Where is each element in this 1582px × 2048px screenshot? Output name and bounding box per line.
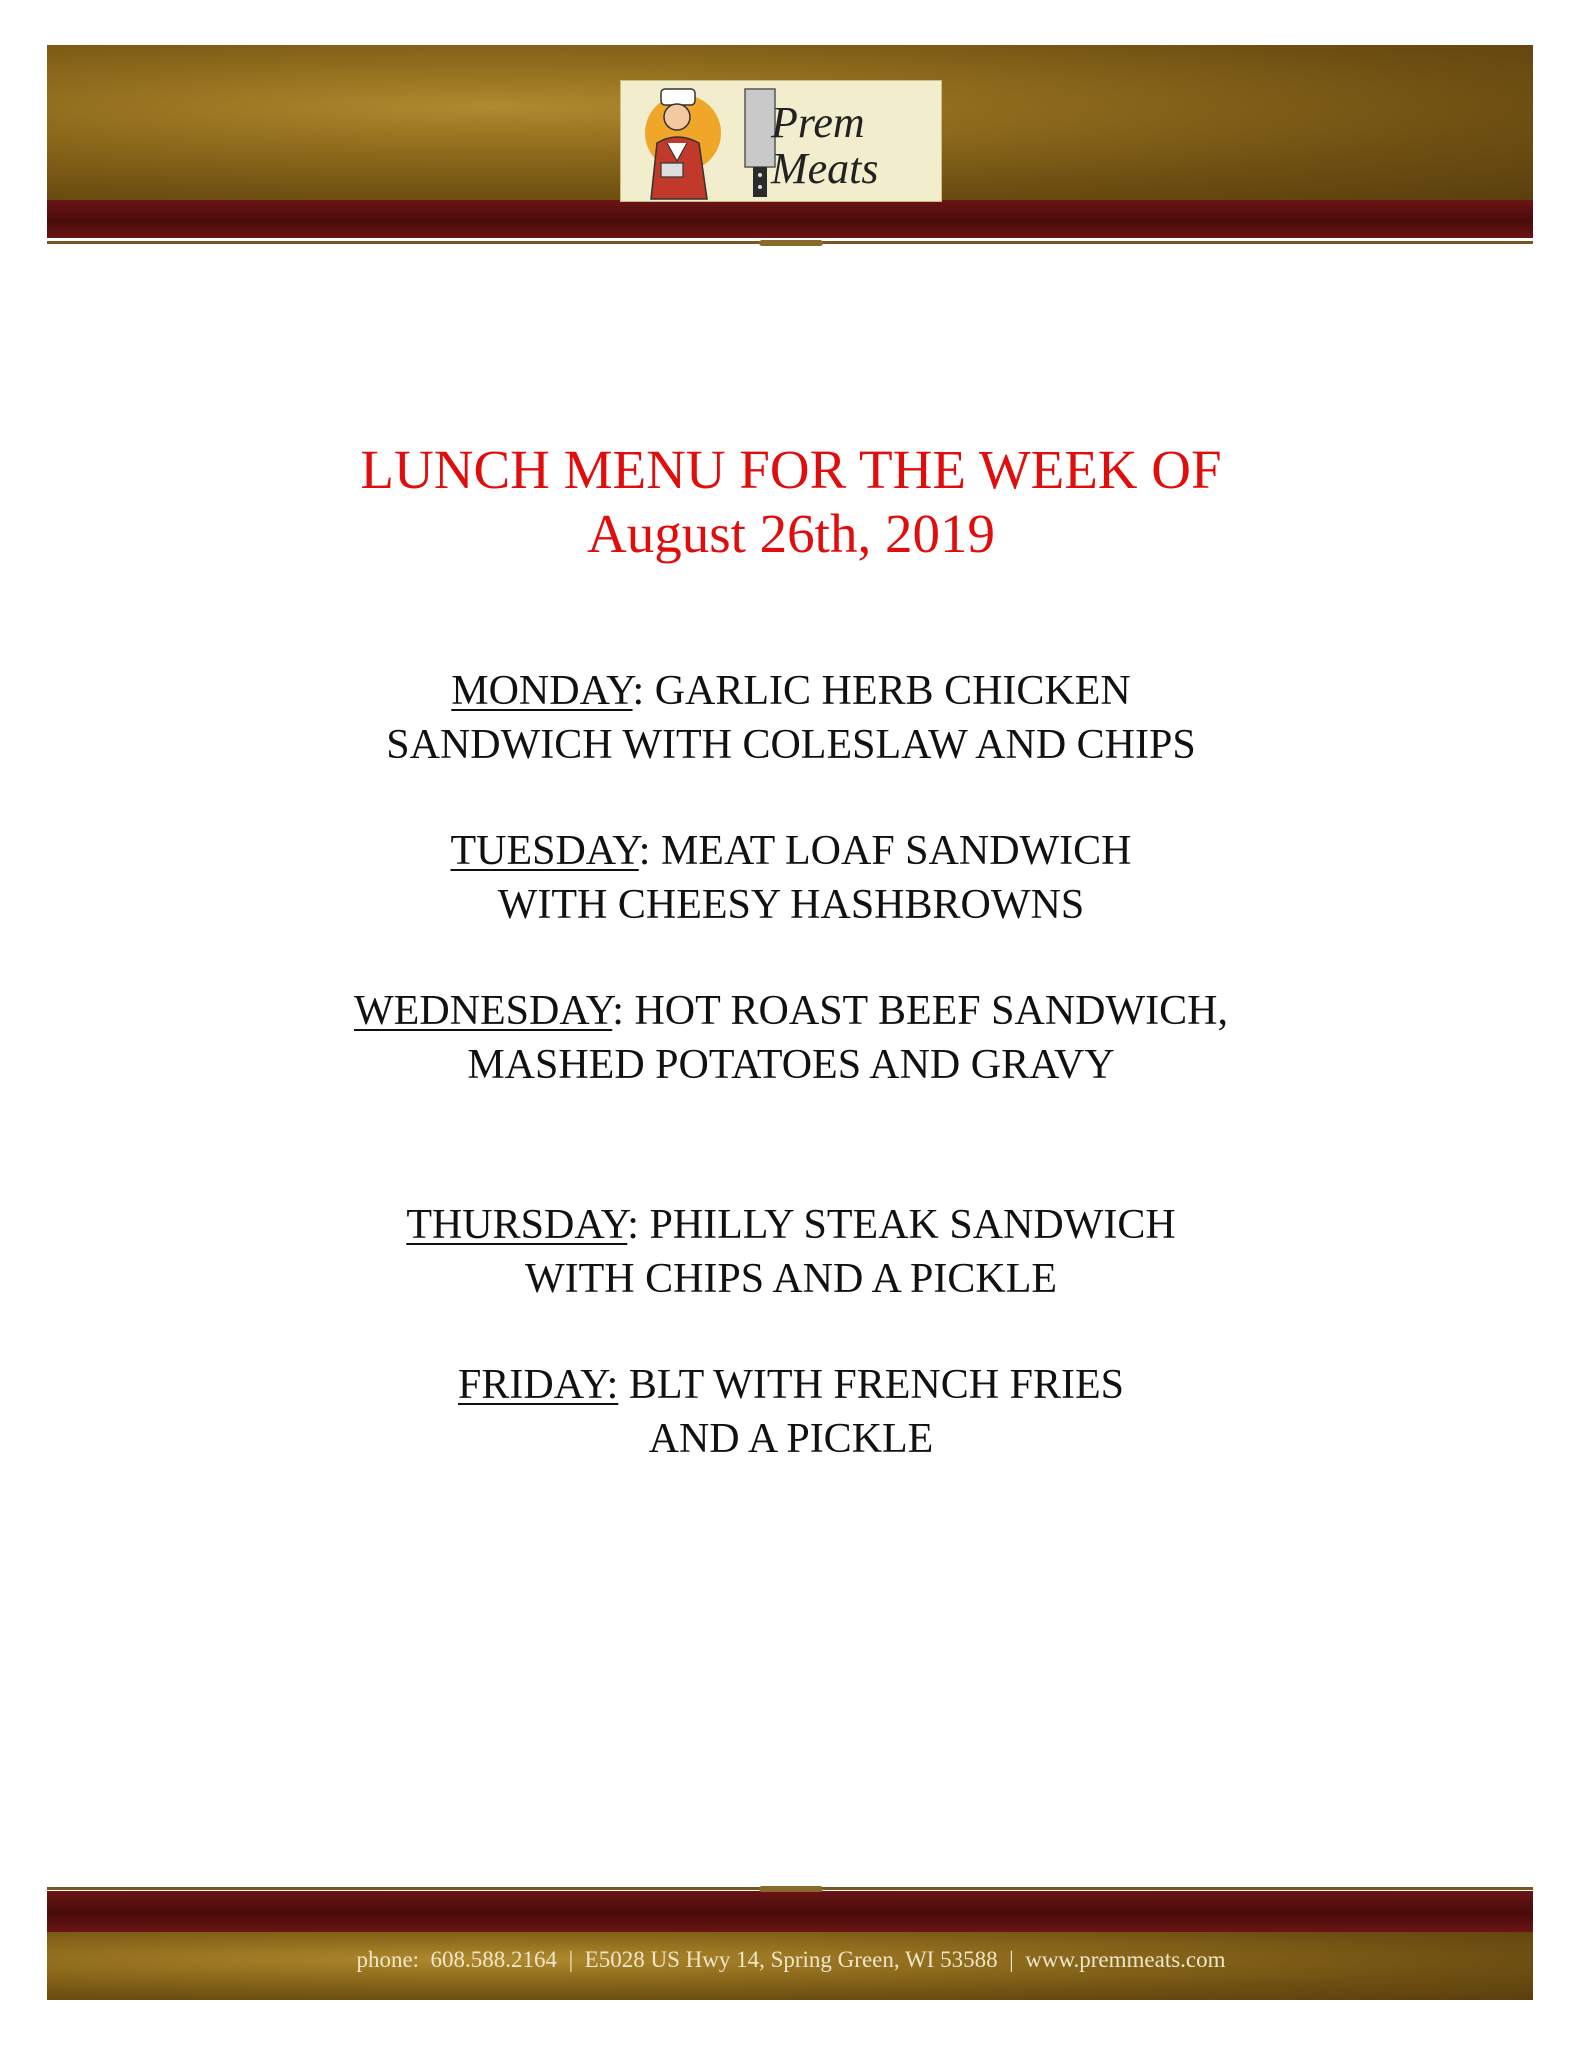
- menu-item-wednesday: [0, 984, 1582, 1092]
- butcher-with-cleaver-icon: [621, 81, 941, 201]
- menu-item-monday: [0, 664, 1582, 772]
- day-label: WEDNESDAY: [354, 988, 613, 1034]
- day-separator: :: [612, 988, 635, 1034]
- title-date: August 26th, 2019: [587, 503, 995, 564]
- footer-stripe: [47, 1891, 1533, 1932]
- logo-prem-text: Prem: [771, 98, 865, 147]
- dish-line-1: BLT WITH FRENCH FRIES: [628, 1362, 1124, 1408]
- menu-item-tuesday: [0, 824, 1582, 932]
- dish-line-2: SANDWICH WITH COLESLAW AND CHIPS: [386, 722, 1196, 768]
- footer-ornament: [759, 1886, 823, 1892]
- dish-line-1: PHILLY STEAK SANDWICH: [649, 1202, 1176, 1248]
- footer-phone: phone: 608.588.2164: [356, 1947, 558, 1972]
- dish-line-1: HOT ROAST BEEF SANDWICH,: [634, 988, 1228, 1034]
- dish-line-2: WITH CHIPS AND A PICKLE: [524, 1256, 1058, 1302]
- footer-divider: |: [557, 1947, 585, 1972]
- day-separator: :: [627, 1202, 650, 1248]
- title-line-1: LUNCH MENU FOR THE WEEK OF: [360, 439, 1222, 500]
- day-separator: :: [638, 828, 661, 874]
- day-label: MONDAY: [451, 668, 633, 714]
- dish-line-2: MASHED POTATOES AND GRAVY: [467, 1042, 1115, 1088]
- footer-contact: [0, 1945, 1582, 1975]
- menu-title: [0, 438, 1582, 566]
- day-separator: [618, 1362, 629, 1408]
- footer-website-link[interactable]: www.premmeats.com: [1025, 1947, 1226, 1972]
- footer-divider: |: [997, 1947, 1026, 1972]
- dish-line-1: MEAT LOAF SANDWICH: [660, 828, 1132, 874]
- footer-address: E5028 US Hwy 14, Spring Green, WI 53588: [584, 1947, 998, 1972]
- weekly-menu: [0, 664, 1582, 1466]
- prem-meats-logo: [620, 80, 942, 202]
- dish-line-2: AND A PICKLE: [648, 1416, 934, 1462]
- day-label: TUESDAY: [450, 828, 639, 874]
- dish-line-1: GARLIC HERB CHICKEN: [654, 668, 1131, 714]
- day-separator: :: [632, 668, 655, 714]
- header-stripe: [47, 200, 1533, 238]
- menu-item-friday: [0, 1358, 1582, 1466]
- dish-line-2: WITH CHEESY HASHBROWNS: [497, 882, 1085, 928]
- day-label: THURSDAY: [406, 1202, 628, 1248]
- logo-meats-text: Meats: [771, 144, 879, 193]
- header-ornament: [759, 240, 823, 246]
- menu-item-thursday: [0, 1198, 1582, 1306]
- day-label: FRIDAY:: [458, 1362, 619, 1408]
